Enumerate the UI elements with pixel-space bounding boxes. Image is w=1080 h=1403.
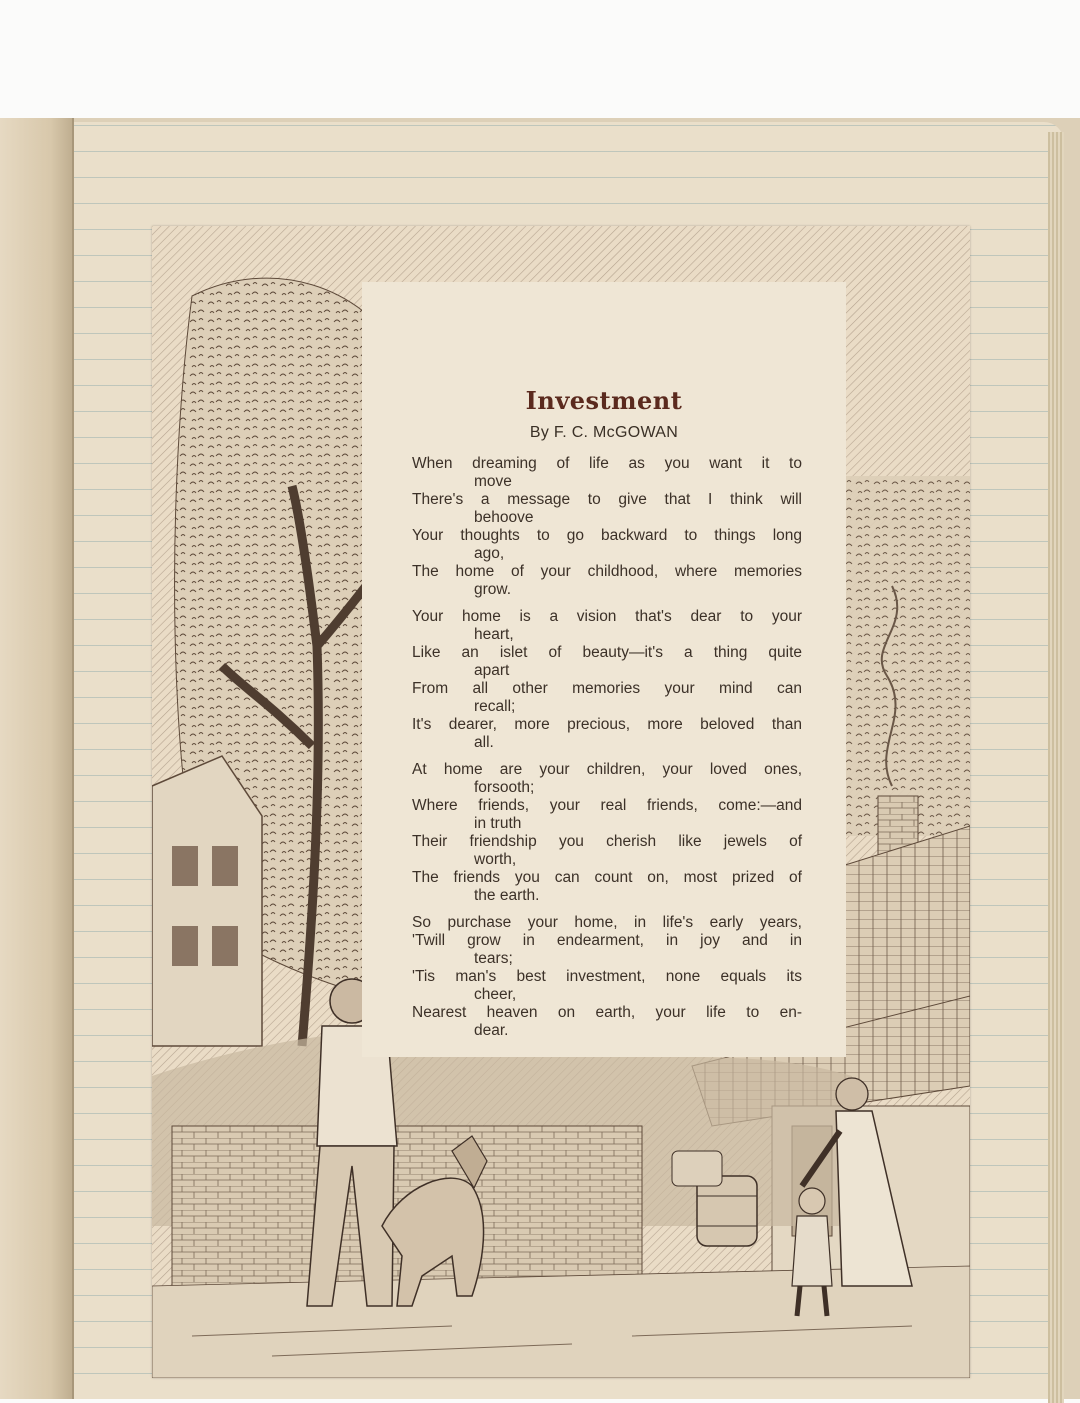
poem-line-wrap: worth, (474, 851, 517, 868)
poem-line: So purchase your home, in life's early years, (412, 914, 802, 931)
poem-line-wrap: ago, (474, 545, 505, 562)
poem-line: Like an islet of beauty—it's a thing quite (412, 644, 802, 661)
poem-line-wrap: move (474, 473, 512, 490)
page-edge (1048, 132, 1064, 1403)
poem-line-wrap: cheer, (474, 986, 517, 1003)
poem-panel (362, 282, 846, 1057)
poem-line: When dreaming of life as you want it to (412, 455, 802, 472)
poem-line: Where friends, your real friends, come:—and (412, 797, 802, 814)
stanza (412, 455, 802, 599)
poem-line: The friends you can count on, most prized of (412, 869, 802, 886)
poem-line: At home are your children, your loved ones, (412, 761, 802, 778)
poem-body (412, 455, 802, 1049)
poem-line: There's a message to give that I think will (412, 491, 802, 508)
poem-line-wrap: recall; (474, 698, 516, 715)
poem-line-wrap: grow. (474, 581, 512, 598)
poem-line: 'Twill grow in endearment, in joy and in (412, 932, 802, 949)
poem-clipping (152, 226, 970, 1378)
poem-title: Investment (525, 386, 683, 415)
poem-line: Your home is a vision that's dear to your (412, 608, 802, 625)
poem-line-wrap: behoove (474, 509, 534, 526)
poem-line-wrap: dear. (474, 1022, 509, 1039)
poem-line-wrap: heart, (474, 626, 514, 643)
left-page (0, 118, 74, 1399)
stanza (412, 761, 802, 905)
poem-line: The home of your childhood, where memories (412, 563, 802, 580)
poem-line: 'Tis man's best investment, none equals its (412, 968, 802, 985)
poem-line-wrap: forsooth; (474, 779, 535, 796)
stanza (412, 608, 802, 752)
poem-line: Their friendship you cherish like jewels of (412, 833, 802, 850)
house-icon (152, 756, 262, 1046)
poem-line-wrap: in truth (474, 815, 522, 832)
poem-line-wrap: apart (474, 662, 510, 679)
poem-line-wrap: all. (474, 734, 494, 751)
poem-line-wrap: tears; (474, 950, 513, 967)
poem-line: It's dearer, more precious, more beloved than (412, 716, 802, 733)
poem-byline: By F. C. McGOWAN (529, 424, 679, 441)
poem-line: Nearest heaven on earth, your life to en- (412, 1004, 802, 1021)
poem-line-wrap: the earth. (474, 887, 540, 904)
right-foliage (844, 476, 970, 836)
poem-line: From all other memories your mind can (412, 680, 802, 697)
stanza (412, 914, 802, 1040)
poem-line: Your thoughts to go backward to things long (412, 527, 802, 544)
